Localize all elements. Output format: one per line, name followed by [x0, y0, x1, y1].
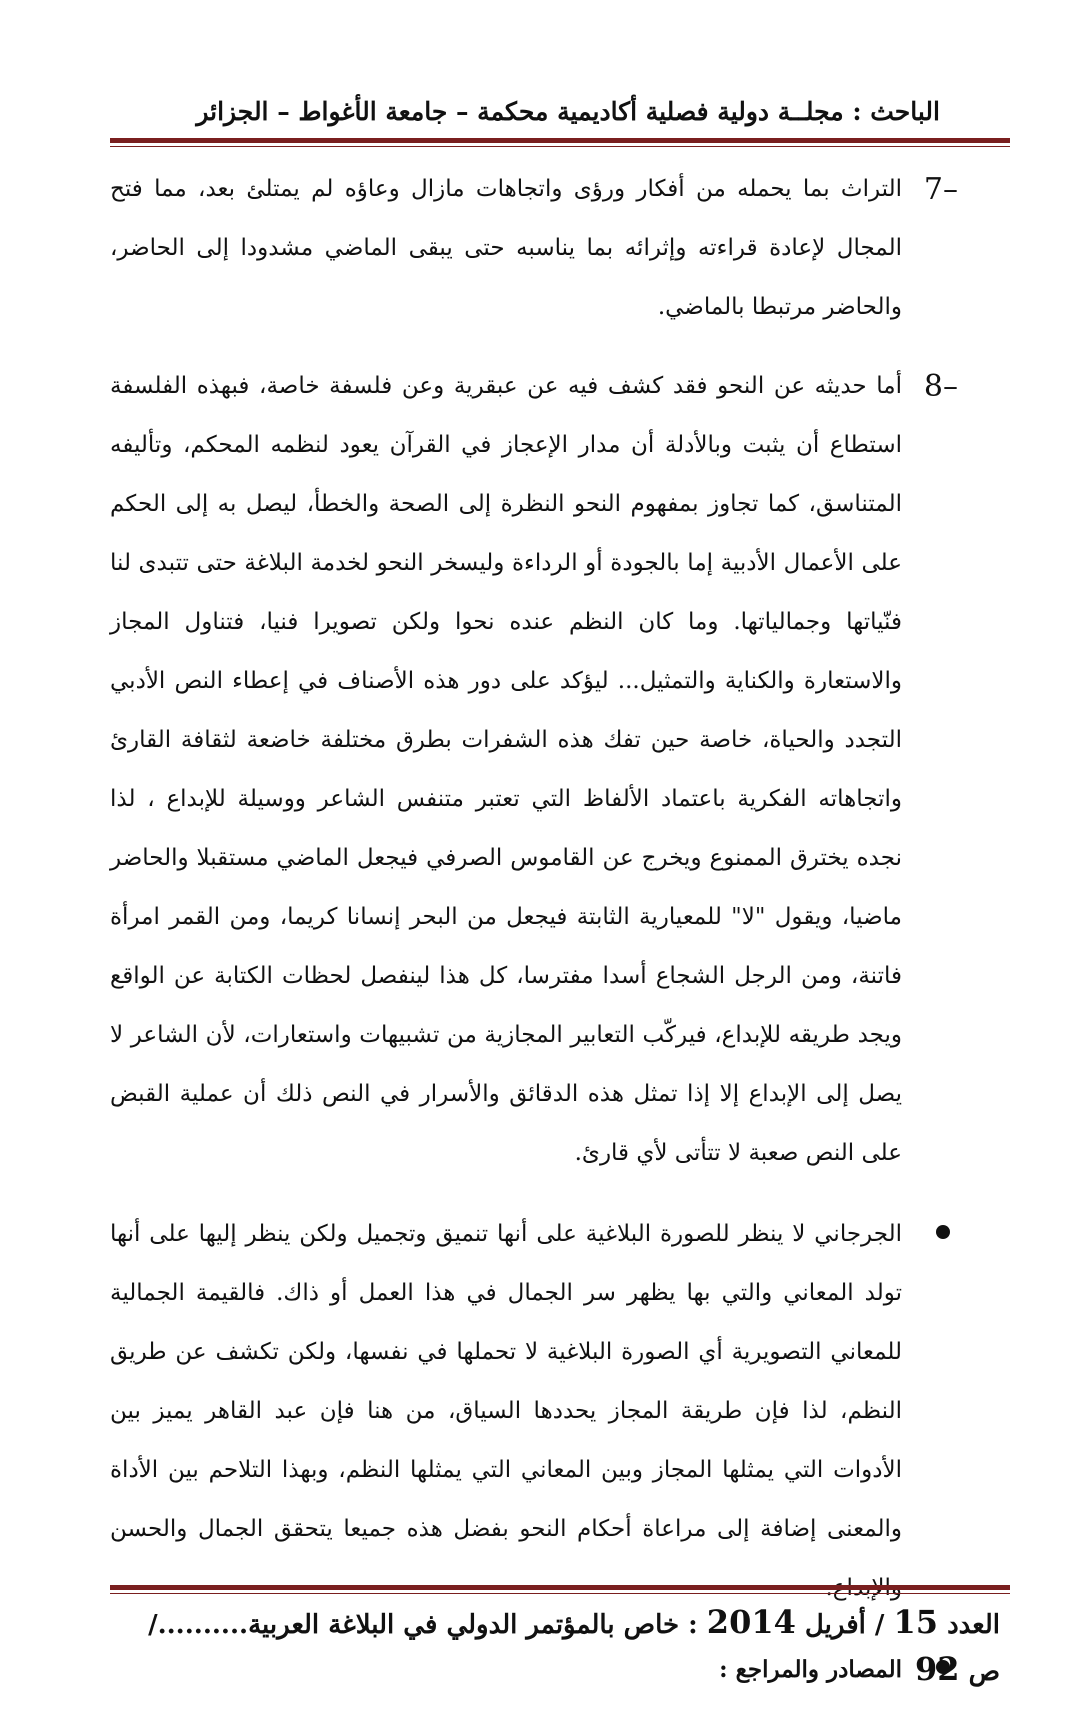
- numbered-item-7: [110, 160, 958, 337]
- numbered-item-8: [110, 357, 958, 1183]
- page-number: 92: [914, 1650, 960, 1688]
- journal-header: [110, 92, 940, 132]
- footer-month: أفريل: [804, 1610, 866, 1640]
- page-footer: [120, 1600, 1000, 1694]
- bullet-item-jurjani: [110, 1205, 940, 1618]
- footer-issue-label: العدد: [947, 1610, 1000, 1640]
- footer-year: 2014: [706, 1603, 796, 1641]
- item-text: أما حديثه عن النحو فقد كشف فيه عن عبقرية وعن فلسفة خاصة، فبهذه الفلسفة استطاع أن يثبت وبالأدلة أن مدار الإعجاز في القرآن يعود لنظمه المحكم، وتأليفه المتناسق، كما تجاوز بمفهوم النحو النظرة إلى الصحة والخطأ، ليصل به إلى الحكم على الأعمال الأدبية إما بالجودة أو الرداءة وليسخر النحو لخدمة البلاغة حتى تتبدى لنا فنّياتها وجمالياتها. وما كان النظم عنده نحوا ولكن تصويرا فنيا، فتناول المجاز والاستعارة والكناية والتمثيل... ليؤكد على دور هذه الأصناف في إعطاء النص الأدبي التجدد والحياة، خاصة حين تفك هذه الشفرات بطرق مختلفة خاضعة لثقافة القارئ واتجاهاته الفكرية باعتماد الألفاظ التي تعتبر متنفس الشاعر ووسيلة للإبداع ، لذا نجده يخترق الممنوع ويخرج عن القاموس الصرفي فيجعل الماضي مستقبلا والحاضر ماضيا، ويقول "لا" للمعيارية الثابتة فيجعل من البحر إنسانا كريما، ومن القمر امرأة فاتنة، ومن الرجل الشجاع أسدا مفترسا، كل هذا لينفصل لحظات الكتابة عن الواقع ويجد طريقه للإبداع، فيركّب التعابير المجازية من تشبيهات واستعارات، لأن الشاعر لا يصل إلى الإبداع إلا إذا تمثل هذه الدقائق والأسرار في النص ذلك أن عملية القبض على النص صعبة لا تتأتى لأي قارئ.: [110, 373, 902, 1166]
- item-number: 7–: [923, 172, 958, 207]
- footer-divider: [110, 1585, 1010, 1594]
- footer-issue-number: 15: [893, 1603, 939, 1641]
- bullet-text: الجرجاني لا ينظر للصورة البلاغية على أنها تنميق وتجميل ولكن ينظر إليها على أنها تولد المعاني والتي بها يظهر سر الجمال في هذا العمل أو ذاك. فالقيمة الجمالية للمعاني التصويرية أي الصورة البلاغية لا تحملها في نفسها، ولكن تكشف عن طريق النظم، لذا فإن طريقة المجاز يحددها السياق، من هنا فإن عبد القاهر يميز بين الأدوات التي يمثلها المجاز وبين المعاني التي يمثلها النظم، وبهذا التلاحم بين الأداة والمعنى إضافة إلى مراعاة أحكام النحو بفضل هذه جميعا يتحقق الجمال والحسن: [110, 1221, 902, 1542]
- item-number: 8–: [923, 369, 958, 404]
- bullet-icon: [936, 1225, 950, 1239]
- page-body: [110, 160, 958, 1699]
- footer-special-note: : خاص بالمؤتمر الدولي في البلاغة العربية........../ ص: [148, 1610, 1000, 1687]
- references-heading: المصادر والمراجع :: [719, 1656, 902, 1683]
- header-divider: [110, 138, 1010, 147]
- item-text: التراث بما يحمله من أفكار ورؤى واتجاهات مازال وعاؤه لم يمتلئ بعد، مما فتح المجال لإعادة قراءته وإثرائه بما يناسبه حتى يبقى الماضي مشدودا إلى الحاضر، والحاضر مرتبطا بالماضي.: [110, 176, 902, 320]
- footer-separator: /: [865, 1610, 885, 1640]
- journal-header-title: الباحث : مجلــة دولية فصلية أكاديمية محكمة – جامعة الأغواط – الجزائر: [196, 97, 940, 126]
